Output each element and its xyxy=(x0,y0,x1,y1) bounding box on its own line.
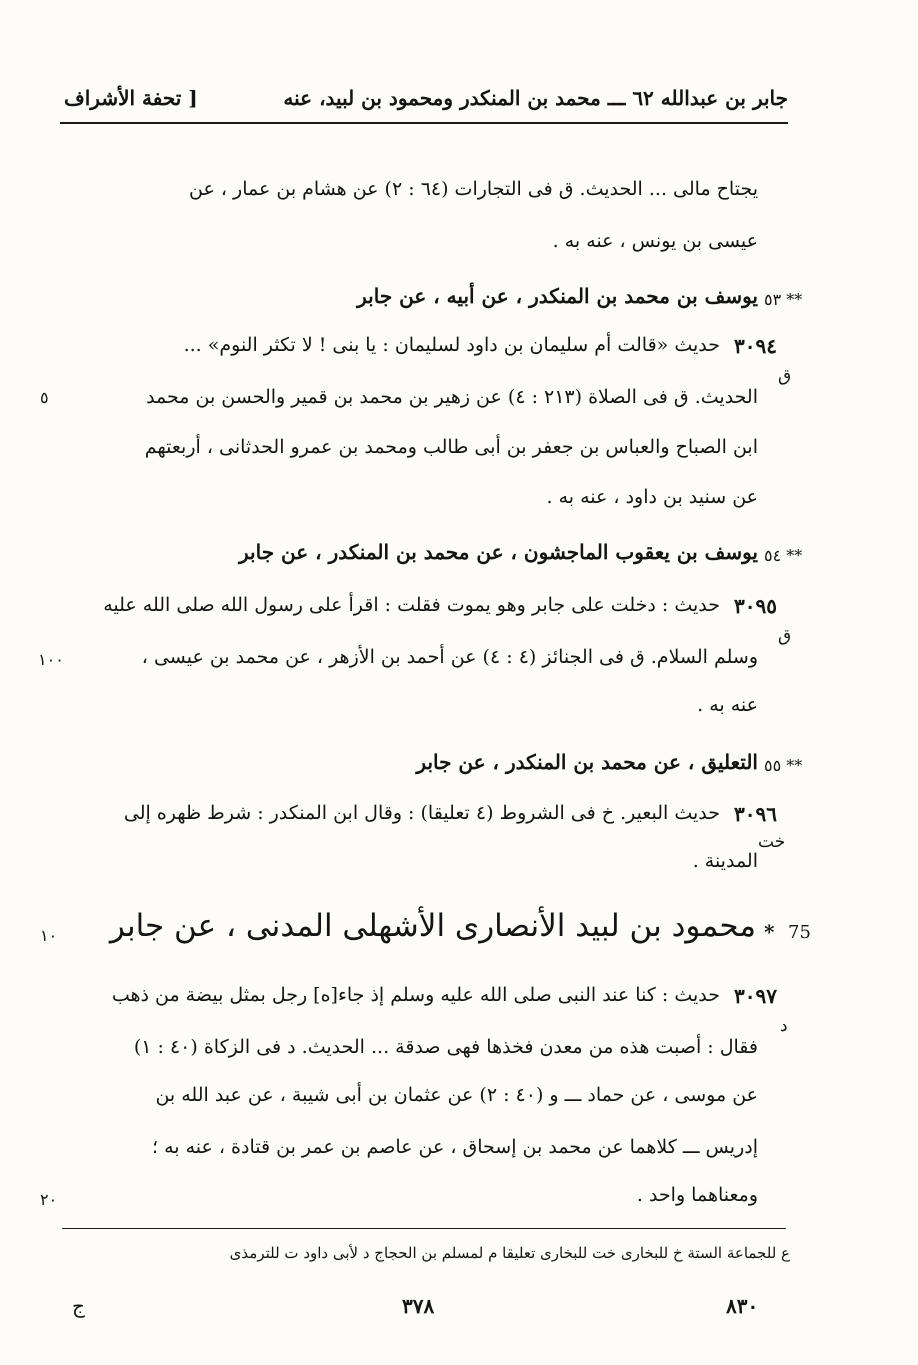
margin-line-number: ١٠ xyxy=(40,926,58,945)
text-line: ومعناهما واحد . xyxy=(636,1184,758,1206)
text-line: عن سنيد بن داود ، عنه به . xyxy=(546,486,758,508)
footnote-abbreviations: ع للجماعة الستة خ للبخارى خت للبخارى تعليقا م لمسلم بن الحجاج د لأبى داود ت للترمذى xyxy=(229,1244,790,1262)
volume-page-number: ٨٣٠ xyxy=(726,1294,759,1318)
text-line: عنه به . xyxy=(697,694,758,716)
text-line: فقال : أصبت هذه من معدن فخذها فهى صدقة ... الحديث. د فى الزكاة (٤٠ : ١) xyxy=(133,1036,758,1058)
hadith-number: ٣٠٩٥ xyxy=(734,594,777,618)
footnote-rule xyxy=(62,1228,786,1229)
section-number: ٥٥ ** xyxy=(764,756,803,775)
hadith-number: ٣٠٩٧ xyxy=(734,984,777,1008)
section-title-large: محمود بن لبيد الأنصارى الأشهلى المدنى ، عن جابر xyxy=(109,908,756,944)
footer-signature-mark: ج xyxy=(72,1294,85,1318)
source-symbol: د xyxy=(780,1016,788,1036)
text-line: إدريس ـــ كلاهما عن محمد بن إسحاق ، عن عاصم بن عمر بن قتادة ، عنه به ؛ xyxy=(152,1136,758,1158)
hadith-number: ٣٠٩٤ xyxy=(734,334,777,358)
section-number: 75 xyxy=(788,922,811,943)
margin-line-number: ٥ xyxy=(40,388,49,407)
text-line: عيسى بن يونس ، عنه به . xyxy=(552,230,758,252)
text-line: يجتاح مالى ... الحديث. ق فى التجارات (٦٤ : ٢) عن هشام بن عمار ، عن xyxy=(189,178,758,200)
text-line: حديث : دخلت على جابر وهو يموت فقلت : اقرأ على رسول الله صلى الله عليه xyxy=(103,594,720,616)
text-line: وسلم السلام. ق فى الجنائز (٤ : ٤) عن أحمد بن الأزهر ، عن محمد بن عيسى ، xyxy=(141,646,758,668)
text-line: ابن الصباح والعباس بن جعفر بن أبى طالب ومحمد بن عمرو الحدثانى ، أربعتهم xyxy=(144,436,758,458)
text-line: الحديث. ق فى الصلاة (٢١٣ : ٤) عن زهير بن محمد بن قمير والحسن بن محمد xyxy=(146,386,758,408)
section-number: ٥٣ ** xyxy=(764,290,803,309)
margin-line-number: ١٠٠ xyxy=(38,650,64,669)
page-header xyxy=(60,82,788,124)
source-symbol: ق xyxy=(778,626,792,646)
hadith-number: ٣٠٩٦ xyxy=(734,802,777,826)
source-symbol: ق xyxy=(778,366,792,386)
section-number: ٥٤ ** xyxy=(764,546,803,565)
header-rule xyxy=(60,122,788,124)
text-line: المدينة . xyxy=(692,850,758,872)
section-title: يوسف بن محمد بن المنكدر ، عن أبيه ، عن جابر xyxy=(357,284,758,308)
running-title: جابر بن عبدالله ٦٢ ـــ محمد بن المنكدر ومحمود بن لبيد، عنه xyxy=(283,86,788,110)
text-line: حديث البعير. خ فى الشروط (٤ تعليقا) : وقال ابن المنكدر : شرط ظهره إلى xyxy=(123,802,720,824)
star-icon: * xyxy=(764,920,775,944)
text-line: حديث «قالت أم سليمان بن داود لسليمان : يا بنى ! لا تكثر النوم» ... xyxy=(183,334,720,356)
text-line: عن موسى ، عن حماد ـــ و (٤٠ : ٢) عن عثمان بن أبى شيبة ، عن عبد الله بن xyxy=(155,1084,758,1106)
margin-line-number: ٢٠ xyxy=(40,1190,58,1209)
source-symbol: خت xyxy=(758,832,786,852)
section-title: يوسف بن يعقوب الماجشون ، عن محمد بن المنكدر ، عن جابر xyxy=(239,540,758,564)
book-title: [ تحفة الأشراف xyxy=(64,86,198,110)
section-title: التعليق ، عن محمد بن المنكدر ، عن جابر xyxy=(416,750,758,774)
text-line: حديث : كنا عند النبى صلى الله عليه وسلم إذ جاء[ه] رجل بمثل بيضة من ذهب xyxy=(111,984,720,1006)
page-number: ٣٧٨ xyxy=(402,1294,435,1318)
